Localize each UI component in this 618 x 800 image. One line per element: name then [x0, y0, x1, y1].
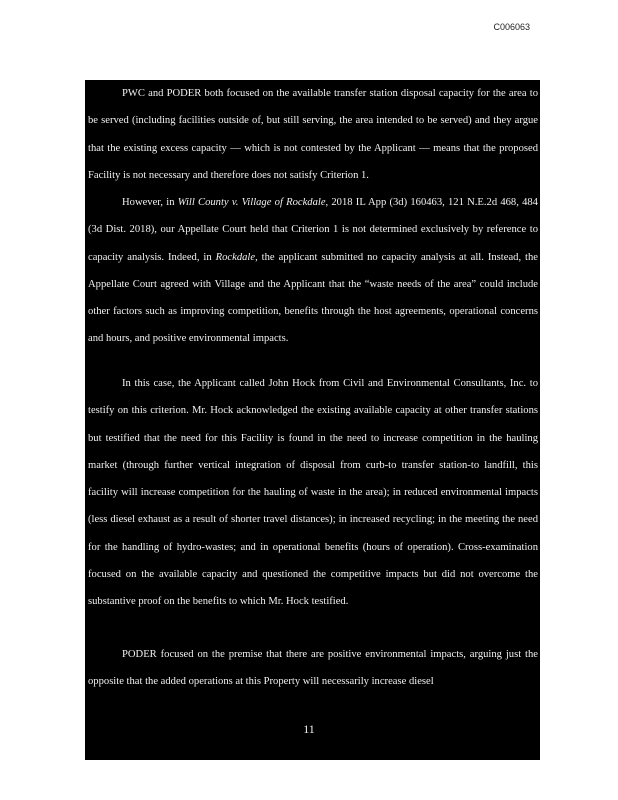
paragraph-2 — [88, 189, 538, 353]
document-id: C006063 — [493, 22, 530, 32]
paragraph-2-text-b: , 2018 IL App (3d) 160463, 121 N.E.2d 468, 484 (3d Dist. 2018), our Appellate Court held that Criterion 1 is not determined exclusively by reference to capacity analysis. Indeed, in — [88, 197, 538, 263]
case-short-name: Rockdale — [215, 251, 256, 263]
page-number: 11 — [303, 722, 315, 736]
paragraph-3: In this case, the Applicant called John Hock from Civil and Environmental Consultants, Inc. to testify on this criterion. Mr. Hock acknowledged the existing available capacity at other transfer stations but testified that the need for this Facility is found in the need to increase competition in the hauling market (through further vertical integration of disposal from curb-to transfer station-to landfill, this facility will increase competition for the hauling of waste in the area); in reduced environmental impacts (less diesel exhaust as a result of shorter travel distances); in increased recycling; in the meeting the need for the handling of hydro-wastes; and in operational benefits (hours of operation). Cross-examination focused on the available capacity and questioned the competitive impacts but did not overcome the substantive proof on the benefits to which Mr. Hock testified. — [88, 378, 538, 608]
paragraph-1: PWC and PODER both focused on the available transfer station disposal capacity for the area to be served (including facilities outside of, but still serving, the area intended to be served) and they argue that the existing excess capacity — which is not contested by the Applicant — means that the proposed Facility is not necessary and therefore does not satisfy Criterion 1. — [88, 88, 538, 181]
paragraph-2-text-c: , the applicant submitted no capacity analysis at all. Instead, the Appellate Court agreed with Village and the Applicant that the “waste needs of the area” could include other factors such as improving competition, benefits through the host agreements, operational concerns and hours, and positive environmental impacts. — [88, 251, 538, 345]
paragraph-2-text-a: However, in — [122, 197, 178, 208]
paragraph-4: PODER focused on the premise that there are positive environmental impacts, arguing just the opposite that the added operations at this Property will necessarily increase diesel — [88, 649, 538, 688]
case-citation: Will County v. Village of Rockdale — [177, 197, 326, 208]
